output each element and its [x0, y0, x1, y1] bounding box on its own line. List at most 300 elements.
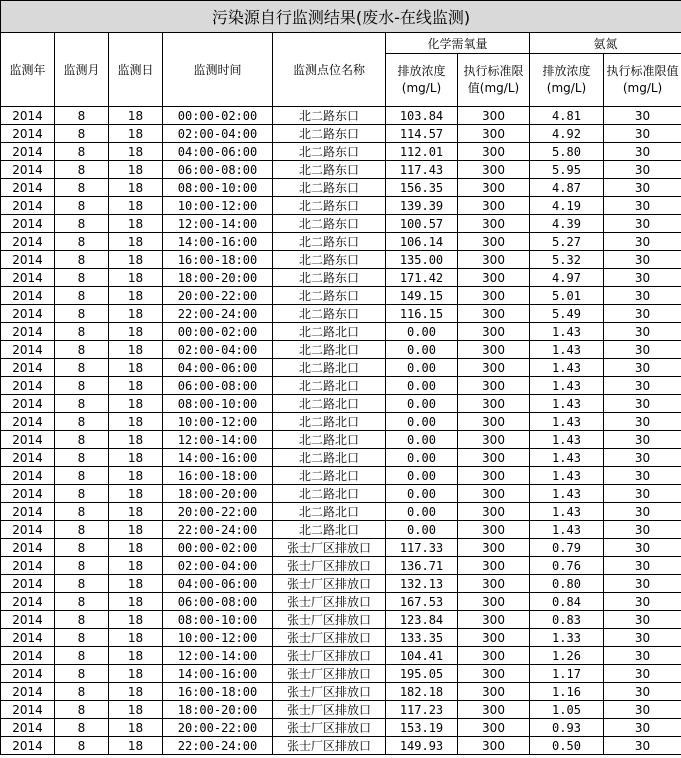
cell-day: 18: [109, 593, 163, 611]
cell-month: 8: [55, 737, 109, 755]
cell-site: 张士厂区排放口: [273, 719, 386, 737]
cell-nh3-conc: 5.27: [530, 233, 604, 251]
cell-nh3-limit: 30: [604, 197, 681, 215]
cell-cod-limit: 300: [458, 197, 530, 215]
table-row: [1, 377, 681, 395]
cell-month: 8: [55, 125, 109, 143]
cell-year: 2014: [1, 701, 55, 719]
cell-cod-limit: 300: [458, 143, 530, 161]
cell-site: 北二路东口: [273, 143, 386, 161]
cell-day: 18: [109, 539, 163, 557]
cell-year: 2014: [1, 161, 55, 179]
cell-nh3-limit: 30: [604, 269, 681, 287]
cell-site: 北二路北口: [273, 431, 386, 449]
cell-nh3-limit: 30: [604, 305, 681, 323]
cell-month: 8: [55, 341, 109, 359]
cell-cod-conc: 117.33: [386, 539, 458, 557]
cell-day: 18: [109, 557, 163, 575]
cell-nh3-conc: 5.32: [530, 251, 604, 269]
cell-nh3-conc: 1.43: [530, 485, 604, 503]
cell-nh3-limit: 30: [604, 395, 681, 413]
cell-month: 8: [55, 647, 109, 665]
table-row: [1, 197, 681, 215]
cell-time: 22:00-24:00: [163, 305, 273, 323]
cell-time: 20:00-22:00: [163, 503, 273, 521]
table-row: [1, 125, 681, 143]
cell-nh3-limit: 30: [604, 431, 681, 449]
cell-cod-limit: 300: [458, 683, 530, 701]
cell-cod-limit: 300: [458, 377, 530, 395]
cell-nh3-conc: 1.16: [530, 683, 604, 701]
cell-day: 18: [109, 503, 163, 521]
table-row: [1, 323, 681, 341]
cell-month: 8: [55, 683, 109, 701]
cell-site: 北二路东口: [273, 107, 386, 125]
cell-nh3-limit: 30: [604, 719, 681, 737]
cell-nh3-conc: 0.84: [530, 593, 604, 611]
cell-nh3-conc: 1.43: [530, 413, 604, 431]
cell-nh3-limit: 30: [604, 377, 681, 395]
cell-month: 8: [55, 179, 109, 197]
cell-nh3-conc: 1.43: [530, 341, 604, 359]
cell-cod-limit: 300: [458, 593, 530, 611]
cell-nh3-limit: 30: [604, 215, 681, 233]
cell-month: 8: [55, 233, 109, 251]
cell-site: 北二路东口: [273, 269, 386, 287]
cell-year: 2014: [1, 575, 55, 593]
cell-time: 22:00-24:00: [163, 521, 273, 539]
cell-cod-conc: 167.53: [386, 593, 458, 611]
cell-cod-conc: 171.42: [386, 269, 458, 287]
table-row: [1, 449, 681, 467]
cell-year: 2014: [1, 233, 55, 251]
cell-month: 8: [55, 197, 109, 215]
table-row: [1, 593, 681, 611]
cell-nh3-conc: 0.83: [530, 611, 604, 629]
cell-cod-conc: 0.00: [386, 467, 458, 485]
cell-cod-conc: 149.93: [386, 737, 458, 755]
cell-day: 18: [109, 233, 163, 251]
cell-cod-limit: 300: [458, 503, 530, 521]
cell-time: 04:00-06:00: [163, 575, 273, 593]
cell-site: 张士厂区排放口: [273, 611, 386, 629]
sheet-title: 污染源自行监测结果(废水-在线监测): [1, 1, 681, 33]
cell-month: 8: [55, 503, 109, 521]
table-row: [1, 215, 681, 233]
cell-site: 北二路北口: [273, 341, 386, 359]
cell-cod-conc: 0.00: [386, 521, 458, 539]
cell-time: 02:00-04:00: [163, 125, 273, 143]
cell-day: 18: [109, 269, 163, 287]
cell-day: 18: [109, 161, 163, 179]
header-cod-limit: 执行标准限值(mg/L): [458, 54, 530, 107]
cell-cod-conc: 117.43: [386, 161, 458, 179]
cell-month: 8: [55, 323, 109, 341]
cell-time: 18:00-20:00: [163, 485, 273, 503]
cell-time: 06:00-08:00: [163, 593, 273, 611]
cell-site: 北二路北口: [273, 377, 386, 395]
cell-nh3-limit: 30: [604, 503, 681, 521]
cell-nh3-conc: 1.43: [530, 377, 604, 395]
cell-day: 18: [109, 287, 163, 305]
cell-year: 2014: [1, 107, 55, 125]
cell-day: 18: [109, 431, 163, 449]
cell-time: 20:00-22:00: [163, 719, 273, 737]
cell-nh3-limit: 30: [604, 575, 681, 593]
cell-nh3-limit: 30: [604, 251, 681, 269]
cell-year: 2014: [1, 305, 55, 323]
table-row: [1, 665, 681, 683]
cell-nh3-limit: 30: [604, 737, 681, 755]
table-row: [1, 161, 681, 179]
cell-month: 8: [55, 269, 109, 287]
cell-nh3-conc: 4.81: [530, 107, 604, 125]
cell-cod-conc: 116.15: [386, 305, 458, 323]
cell-year: 2014: [1, 629, 55, 647]
cell-year: 2014: [1, 197, 55, 215]
cell-cod-conc: 0.00: [386, 431, 458, 449]
cell-day: 18: [109, 719, 163, 737]
cell-cod-limit: 300: [458, 521, 530, 539]
cell-nh3-limit: 30: [604, 341, 681, 359]
cell-nh3-limit: 30: [604, 611, 681, 629]
cell-site: 北二路东口: [273, 233, 386, 251]
cell-site: 北二路东口: [273, 305, 386, 323]
cell-cod-limit: 300: [458, 215, 530, 233]
cell-month: 8: [55, 467, 109, 485]
cell-nh3-conc: 0.93: [530, 719, 604, 737]
cell-nh3-limit: 30: [604, 233, 681, 251]
cell-year: 2014: [1, 215, 55, 233]
cell-time: 12:00-14:00: [163, 431, 273, 449]
cell-time: 08:00-10:00: [163, 179, 273, 197]
cell-site: 北二路东口: [273, 125, 386, 143]
cell-month: 8: [55, 521, 109, 539]
cell-month: 8: [55, 305, 109, 323]
cell-site: 张士厂区排放口: [273, 575, 386, 593]
header-month: 监测月: [55, 33, 109, 107]
cell-cod-limit: 300: [458, 161, 530, 179]
cell-site: 北二路北口: [273, 323, 386, 341]
cell-month: 8: [55, 413, 109, 431]
cell-cod-conc: 133.35: [386, 629, 458, 647]
cell-year: 2014: [1, 503, 55, 521]
cell-site: 北二路东口: [273, 179, 386, 197]
cell-cod-limit: 300: [458, 395, 530, 413]
cell-site: 张士厂区排放口: [273, 683, 386, 701]
cell-month: 8: [55, 629, 109, 647]
cell-time: 06:00-08:00: [163, 377, 273, 395]
cell-nh3-conc: 5.80: [530, 143, 604, 161]
cell-day: 18: [109, 251, 163, 269]
cell-day: 18: [109, 107, 163, 125]
cell-nh3-limit: 30: [604, 701, 681, 719]
cell-cod-conc: 156.35: [386, 179, 458, 197]
cell-time: 22:00-24:00: [163, 737, 273, 755]
cell-site: 北二路北口: [273, 413, 386, 431]
cell-nh3-conc: 1.17: [530, 665, 604, 683]
cell-nh3-conc: 5.49: [530, 305, 604, 323]
cell-cod-limit: 300: [458, 179, 530, 197]
table-row: [1, 107, 681, 125]
header-year: 监测年: [1, 33, 55, 107]
cell-cod-conc: 112.01: [386, 143, 458, 161]
cell-time: 18:00-20:00: [163, 701, 273, 719]
cell-month: 8: [55, 359, 109, 377]
cell-cod-limit: 300: [458, 629, 530, 647]
cell-cod-conc: 103.84: [386, 107, 458, 125]
cell-year: 2014: [1, 467, 55, 485]
cell-time: 02:00-04:00: [163, 557, 273, 575]
cell-cod-conc: 0.00: [386, 341, 458, 359]
cell-nh3-limit: 30: [604, 323, 681, 341]
cell-cod-limit: 300: [458, 647, 530, 665]
cell-site: 张士厂区排放口: [273, 593, 386, 611]
cell-cod-conc: 132.13: [386, 575, 458, 593]
cell-nh3-conc: 1.43: [530, 323, 604, 341]
cell-site: 张士厂区排放口: [273, 737, 386, 755]
cell-month: 8: [55, 611, 109, 629]
cell-cod-conc: 0.00: [386, 485, 458, 503]
cell-site: 北二路东口: [273, 161, 386, 179]
cell-time: 14:00-16:00: [163, 665, 273, 683]
cell-cod-conc: 114.57: [386, 125, 458, 143]
cell-site: 张士厂区排放口: [273, 647, 386, 665]
table-row: [1, 611, 681, 629]
cell-day: 18: [109, 341, 163, 359]
cell-month: 8: [55, 539, 109, 557]
cell-month: 8: [55, 719, 109, 737]
cell-day: 18: [109, 683, 163, 701]
cell-cod-conc: 182.18: [386, 683, 458, 701]
cell-cod-conc: 0.00: [386, 395, 458, 413]
cell-year: 2014: [1, 449, 55, 467]
cell-nh3-limit: 30: [604, 107, 681, 125]
cell-cod-conc: 0.00: [386, 413, 458, 431]
cell-nh3-limit: 30: [604, 287, 681, 305]
cell-site: 北二路东口: [273, 251, 386, 269]
cell-nh3-conc: 1.43: [530, 359, 604, 377]
cell-cod-conc: 100.57: [386, 215, 458, 233]
cell-cod-limit: 300: [458, 449, 530, 467]
cell-site: 北二路东口: [273, 197, 386, 215]
cell-cod-limit: 300: [458, 125, 530, 143]
cell-nh3-conc: 1.43: [530, 503, 604, 521]
header-time: 监测时间: [163, 33, 273, 107]
cell-time: 12:00-14:00: [163, 647, 273, 665]
cell-nh3-conc: 1.43: [530, 449, 604, 467]
cell-nh3-limit: 30: [604, 539, 681, 557]
cell-year: 2014: [1, 521, 55, 539]
cell-day: 18: [109, 665, 163, 683]
cell-nh3-limit: 30: [604, 143, 681, 161]
cell-cod-limit: 300: [458, 467, 530, 485]
cell-month: 8: [55, 575, 109, 593]
cell-month: 8: [55, 485, 109, 503]
cell-month: 8: [55, 287, 109, 305]
cell-site: 北二路北口: [273, 485, 386, 503]
cell-cod-limit: 300: [458, 539, 530, 557]
header-cod-conc: 排放浓度(mg/L): [386, 54, 458, 107]
cell-day: 18: [109, 125, 163, 143]
cell-cod-conc: 0.00: [386, 503, 458, 521]
cell-time: 04:00-06:00: [163, 143, 273, 161]
cell-month: 8: [55, 593, 109, 611]
table-row: [1, 737, 681, 755]
table-row: [1, 179, 681, 197]
cell-nh3-conc: 4.19: [530, 197, 604, 215]
cell-cod-limit: 300: [458, 107, 530, 125]
cell-cod-conc: 123.84: [386, 611, 458, 629]
cell-cod-conc: 149.15: [386, 287, 458, 305]
cell-site: 北二路北口: [273, 359, 386, 377]
cell-year: 2014: [1, 665, 55, 683]
cell-nh3-conc: 5.95: [530, 161, 604, 179]
cell-month: 8: [55, 377, 109, 395]
cell-nh3-limit: 30: [604, 557, 681, 575]
cell-year: 2014: [1, 485, 55, 503]
cell-cod-conc: 136.71: [386, 557, 458, 575]
cell-year: 2014: [1, 719, 55, 737]
cell-time: 20:00-22:00: [163, 287, 273, 305]
cell-time: 08:00-10:00: [163, 395, 273, 413]
cell-month: 8: [55, 449, 109, 467]
cell-year: 2014: [1, 359, 55, 377]
cell-cod-conc: 117.23: [386, 701, 458, 719]
cell-nh3-conc: 1.43: [530, 467, 604, 485]
cell-nh3-limit: 30: [604, 467, 681, 485]
header-nh3-limit: 执行标准限值(mg/L): [604, 54, 681, 107]
table-row: [1, 557, 681, 575]
cell-cod-limit: 300: [458, 701, 530, 719]
cell-month: 8: [55, 107, 109, 125]
cell-time: 00:00-02:00: [163, 323, 273, 341]
cell-site: 张士厂区排放口: [273, 539, 386, 557]
cell-cod-limit: 300: [458, 737, 530, 755]
cell-nh3-conc: 1.43: [530, 521, 604, 539]
cell-nh3-conc: 0.79: [530, 539, 604, 557]
cell-cod-conc: 195.05: [386, 665, 458, 683]
cell-nh3-conc: 0.76: [530, 557, 604, 575]
cell-day: 18: [109, 305, 163, 323]
cell-nh3-conc: 4.39: [530, 215, 604, 233]
table-row: [1, 647, 681, 665]
cell-time: 10:00-12:00: [163, 197, 273, 215]
cell-year: 2014: [1, 737, 55, 755]
cell-day: 18: [109, 737, 163, 755]
table-row: [1, 305, 681, 323]
cell-year: 2014: [1, 143, 55, 161]
table-row: [1, 359, 681, 377]
cell-nh3-conc: 5.01: [530, 287, 604, 305]
table-row: [1, 629, 681, 647]
cell-cod-conc: 135.00: [386, 251, 458, 269]
table-row: [1, 539, 681, 557]
cell-day: 18: [109, 413, 163, 431]
cell-year: 2014: [1, 395, 55, 413]
cell-cod-limit: 300: [458, 575, 530, 593]
cell-day: 18: [109, 467, 163, 485]
cell-year: 2014: [1, 251, 55, 269]
cell-nh3-conc: 1.05: [530, 701, 604, 719]
cell-nh3-limit: 30: [604, 179, 681, 197]
cell-nh3-limit: 30: [604, 521, 681, 539]
cell-day: 18: [109, 215, 163, 233]
cell-month: 8: [55, 161, 109, 179]
cell-year: 2014: [1, 341, 55, 359]
table-row: [1, 467, 681, 485]
cell-day: 18: [109, 629, 163, 647]
cell-cod-limit: 300: [458, 287, 530, 305]
table-row: [1, 251, 681, 269]
cell-site: 张士厂区排放口: [273, 665, 386, 683]
cell-cod-limit: 300: [458, 611, 530, 629]
cell-day: 18: [109, 377, 163, 395]
cell-cod-limit: 300: [458, 431, 530, 449]
cell-year: 2014: [1, 593, 55, 611]
cell-year: 2014: [1, 377, 55, 395]
table-row: [1, 287, 681, 305]
cell-day: 18: [109, 179, 163, 197]
cell-day: 18: [109, 449, 163, 467]
header-day: 监测日: [109, 33, 163, 107]
cell-time: 00:00-02:00: [163, 107, 273, 125]
cell-cod-limit: 300: [458, 341, 530, 359]
cell-nh3-conc: 4.92: [530, 125, 604, 143]
cell-day: 18: [109, 611, 163, 629]
cell-month: 8: [55, 557, 109, 575]
table-row: [1, 341, 681, 359]
cell-cod-limit: 300: [458, 485, 530, 503]
cell-month: 8: [55, 143, 109, 161]
cell-year: 2014: [1, 557, 55, 575]
cell-cod-conc: 106.14: [386, 233, 458, 251]
header-nh3-group: 氨氮: [530, 33, 681, 54]
table-row: [1, 701, 681, 719]
cell-cod-limit: 300: [458, 719, 530, 737]
cell-nh3-limit: 30: [604, 629, 681, 647]
cell-month: 8: [55, 431, 109, 449]
cell-site: 北二路北口: [273, 503, 386, 521]
cell-cod-limit: 300: [458, 269, 530, 287]
cell-day: 18: [109, 197, 163, 215]
cell-year: 2014: [1, 125, 55, 143]
cell-nh3-limit: 30: [604, 449, 681, 467]
cell-nh3-conc: 4.87: [530, 179, 604, 197]
cell-cod-conc: 0.00: [386, 359, 458, 377]
table-row: [1, 143, 681, 161]
cell-time: 14:00-16:00: [163, 449, 273, 467]
cell-cod-limit: 300: [458, 413, 530, 431]
cell-day: 18: [109, 701, 163, 719]
cell-cod-limit: 300: [458, 323, 530, 341]
cell-day: 18: [109, 395, 163, 413]
cell-cod-limit: 300: [458, 251, 530, 269]
cell-nh3-limit: 30: [604, 125, 681, 143]
header-row-1: [1, 33, 681, 54]
cell-nh3-conc: 1.43: [530, 431, 604, 449]
cell-cod-limit: 300: [458, 359, 530, 377]
cell-site: 北二路北口: [273, 521, 386, 539]
cell-nh3-limit: 30: [604, 161, 681, 179]
cell-nh3-conc: 0.50: [530, 737, 604, 755]
cell-time: 00:00-02:00: [163, 539, 273, 557]
cell-day: 18: [109, 647, 163, 665]
cell-nh3-limit: 30: [604, 359, 681, 377]
table-row: [1, 575, 681, 593]
cell-site: 张士厂区排放口: [273, 557, 386, 575]
table-row: [1, 395, 681, 413]
